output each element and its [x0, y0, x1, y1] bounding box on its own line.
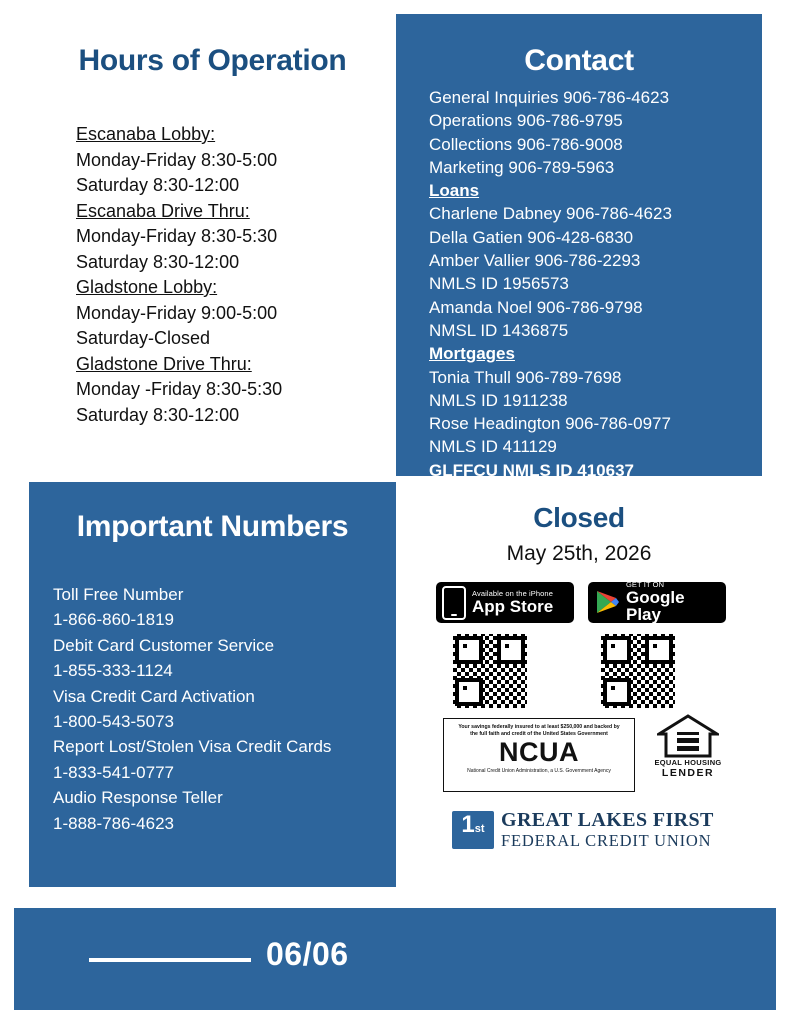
hours-line: Saturday 8:30-12:00: [76, 404, 240, 425]
hours-line: Saturday 8:30-12:00: [76, 175, 240, 195]
hours-heading: Gladstone Drive Thru:: [76, 353, 252, 374]
app-store-badge[interactable]: [436, 582, 574, 623]
contact-line: NMSL ID 1436875: [429, 320, 569, 340]
google-play-badge[interactable]: [588, 579, 726, 625]
hours-line: Monday -Friday 8:30-5:30: [76, 379, 283, 399]
hours-line: Monday-Friday 8:30-5:30: [76, 226, 278, 246]
logo-mark-number: 1: [461, 811, 475, 838]
app-store-badge-small: Available on the iPhone: [472, 588, 553, 598]
contact-line: Tonia Thull 906-789-7698: [429, 367, 622, 387]
number-value: 1-888-786-4623: [53, 813, 174, 833]
number-label: Visa Credit Card Activation: [53, 686, 255, 706]
footer-divider: [89, 958, 251, 962]
equal-housing-line2: LENDER: [661, 767, 715, 779]
important-numbers-panel: [29, 482, 396, 887]
number-label: Audio Response Teller: [53, 788, 223, 808]
number-value: 1-855-333-1124: [53, 661, 173, 681]
equal-housing-line1: EQUAL HOUSING: [654, 758, 722, 767]
closed-panel: [396, 482, 762, 887]
contact-line: Amber Vallier 906-786-2293: [429, 251, 641, 271]
equal-housing-lender-logo: [648, 714, 728, 794]
contact-line: NMLS ID 1911238: [429, 390, 568, 410]
hours-heading: Escanaba Drive Thru:: [76, 200, 250, 221]
ncua-subtitle: National Credit Union Administration, a U.S. Government Agency: [467, 768, 611, 774]
logo-line1: GREAT LAKES FIRST: [501, 809, 714, 831]
contact-subheading-mortgages: Mortgages: [429, 344, 515, 364]
contact-line: NMLS ID 1956573: [429, 274, 569, 294]
logo-mark-suffix: st: [474, 823, 485, 835]
logo-mark: [452, 811, 494, 849]
google-play-icon: [594, 589, 620, 617]
footer-bar: [14, 908, 776, 1010]
number-value: 1-866-860-1819: [53, 610, 174, 630]
hours-of-operation-panel: [29, 14, 396, 476]
house-icon: [657, 714, 719, 758]
number-value: 1-800-543-5073: [53, 712, 174, 732]
contact-line: Operations 906-786-9795: [429, 111, 623, 131]
ncua-logo: [443, 718, 635, 792]
app-store-badge-label: App Store: [472, 596, 554, 616]
iphone-icon: [442, 586, 466, 620]
contact-title: Contact: [524, 44, 634, 77]
hours-list: [76, 122, 376, 428]
contact-line: General Inquiries 906-786-4623: [429, 88, 670, 107]
closed-title: Closed: [533, 502, 625, 533]
contact-subheading-loans: Loans: [429, 181, 480, 201]
contact-line: NMLS ID 411129: [429, 437, 557, 457]
footer-date-label: 06/06: [266, 936, 349, 972]
hours-title: Hours of Operation: [78, 44, 347, 77]
contact-list: [429, 86, 759, 482]
contact-line: Marketing 906-789-5963: [429, 157, 615, 177]
important-numbers-title: Important Numbers: [76, 510, 349, 543]
number-value: 1-833-541-0777: [53, 762, 174, 782]
important-numbers-list: [53, 582, 393, 836]
contact-line: Amanda Noel 906-786-9798: [429, 297, 643, 317]
contact-line: Della Gatien 906-428-6830: [429, 227, 634, 247]
number-label: Debit Card Customer Service: [53, 635, 275, 655]
ncua-wordmark: NCUA: [499, 737, 579, 767]
logo-line2: FEDERAL CREDIT UNION: [501, 831, 712, 850]
number-label: Toll Free Number: [53, 585, 184, 604]
hours-line: Saturday-Closed: [76, 328, 211, 348]
hours-line: Monday-Friday 8:30-5:00: [76, 149, 278, 170]
contact-nmls-id: GLFFCU NMLS ID 410637: [429, 460, 634, 480]
google-play-qr-code[interactable]: [601, 634, 675, 708]
number-label: Report Lost/Stolen Visa Credit Cards: [53, 737, 332, 757]
contact-line: Collections 906-786-9008: [429, 134, 623, 154]
hours-line: Saturday 8:30-12:00: [76, 251, 240, 272]
google-play-badge-small: GET IT ON: [626, 579, 665, 589]
hours-heading: Escanaba Lobby:: [76, 124, 216, 144]
hours-heading: Gladstone Lobby:: [76, 277, 218, 297]
app-store-qr-code[interactable]: [453, 634, 527, 708]
hours-line: Monday-Friday 9:00-5:00: [76, 302, 278, 323]
contact-line: Rose Headington 906-786-0977: [429, 414, 671, 434]
ncua-tagline: Your savings federally insured to at least $250,000 and backed by the full faith and credit of the United States Government: [458, 724, 620, 737]
contact-panel: [396, 14, 762, 480]
app-store-badges: [436, 579, 726, 625]
closed-date: May 25th, 2026: [506, 542, 652, 565]
google-play-badge-label: Google Play: [626, 587, 685, 625]
contact-line: Charlene Dabney 906-786-4623: [429, 204, 672, 224]
credit-union-logo: [452, 807, 732, 853]
